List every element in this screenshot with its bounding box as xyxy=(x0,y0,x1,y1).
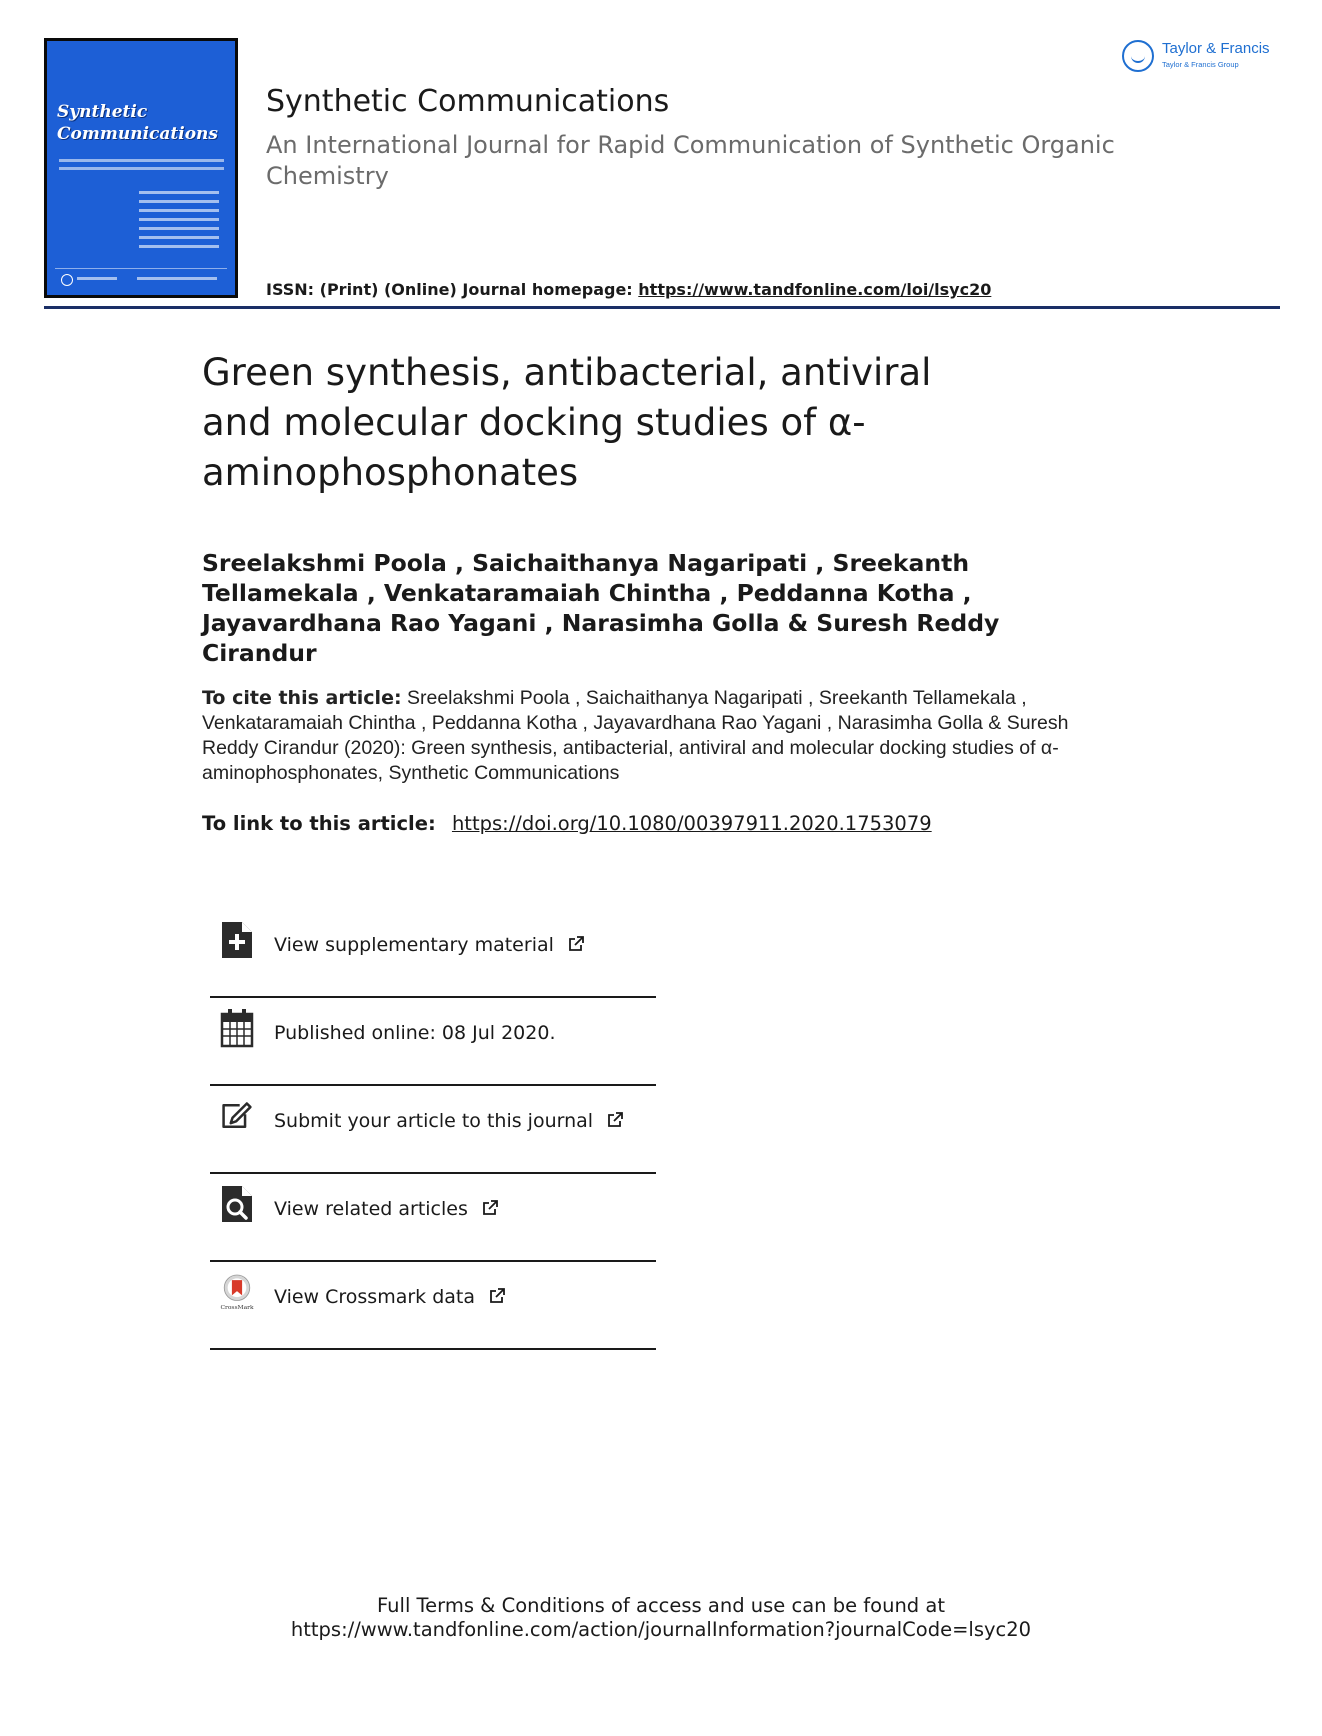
file-plus-icon xyxy=(220,920,254,960)
article-link-row xyxy=(202,812,932,835)
crossmark-label: View Crossmark data xyxy=(274,1286,476,1308)
list-item-published xyxy=(210,998,656,1086)
cover-title xyxy=(57,101,218,145)
cover-editor-lines xyxy=(139,191,219,254)
external-link-icon xyxy=(607,1112,623,1128)
cover-footer xyxy=(55,268,227,287)
list-item-related[interactable] xyxy=(210,1174,656,1262)
cover-title-line2: Communications xyxy=(57,124,218,144)
list-item-crossmark[interactable] xyxy=(210,1262,656,1350)
publisher-logo[interactable] xyxy=(1122,36,1282,76)
publisher-name: Taylor & Francis xyxy=(1162,40,1270,57)
cover-text-lines xyxy=(59,159,224,175)
footer-terms xyxy=(0,1594,1322,1642)
external-link-icon xyxy=(482,1200,498,1216)
list-item-supplementary[interactable] xyxy=(210,910,656,998)
citation-text: Sreelakshmi Poola , Saichaithanya Nagaripati , Sreekanth Tellamekala , Venkataramaiah Chintha , Peddanna Kotha , Jayavardhana Rao Yagani , Narasimha Golla & Suresh Reddy Cirandur (2020): Green synthesis, antibacterial, antiviral and molecular docking studies of α-aminophosphonates, Synthetic Communications xyxy=(202,687,1069,784)
article-link-label: To link to this article: xyxy=(202,812,436,835)
footer-line1: Full Terms & Conditions of access and use can be found at xyxy=(377,1594,945,1617)
publisher-group: Taylor & Francis Group xyxy=(1162,60,1239,69)
footer-terms-link[interactable]: https://www.tandfonline.com/action/journalInformation?journalCode=lsyc20 xyxy=(290,1618,1032,1641)
journal-subtitle: An International Journal for Rapid Communication of Synthetic Organic Chemistry xyxy=(266,131,1115,190)
crossmark-icon xyxy=(220,1272,254,1312)
citation-block xyxy=(202,686,1122,786)
cover-title-line1: Synthetic xyxy=(57,102,148,122)
published-date: Published online: 08 Jul 2020. xyxy=(274,1022,556,1044)
journal-title: Synthetic Communications xyxy=(266,84,670,119)
issn-line xyxy=(266,280,991,299)
doi-link[interactable]: https://doi.org/10.1080/00397911.2020.1753079 xyxy=(451,812,932,835)
journal-cover-image xyxy=(44,38,238,298)
external-link-icon xyxy=(489,1288,505,1304)
edit-icon xyxy=(220,1096,254,1136)
external-link-icon xyxy=(568,936,584,952)
calendar-icon xyxy=(220,1008,254,1048)
issn-text: ISSN: (Print) (Online) Journal homepage: xyxy=(266,280,633,299)
supplementary-label: View supplementary material xyxy=(274,934,554,956)
article-info-list xyxy=(210,910,656,1350)
publisher-logo-icon xyxy=(1122,40,1154,72)
article-authors: Sreelakshmi Poola , Saichaithanya Nagaripati , Sreekanth Tellamekala , Venkataramaiah Chintha , Peddanna Kotha , Jayavardhana Rao Yagani , Narasimha Golla & Suresh Reddy Cirandur xyxy=(202,549,1000,667)
journal-homepage-link[interactable]: https://www.tandfonline.com/loi/lsyc20 xyxy=(638,280,992,299)
related-label: View related articles xyxy=(274,1198,468,1220)
file-search-icon xyxy=(220,1184,254,1224)
header-divider xyxy=(44,306,1280,309)
list-item-submit[interactable] xyxy=(210,1086,656,1174)
citation-label: To cite this article: xyxy=(202,687,402,709)
submit-label: Submit your article to this journal xyxy=(274,1110,594,1132)
article-title: Green synthesis, antibacterial, antiviral and molecular docking studies of α-aminophosphonates xyxy=(202,351,932,494)
crossmark-logo-text: CrossMark xyxy=(220,1304,254,1311)
